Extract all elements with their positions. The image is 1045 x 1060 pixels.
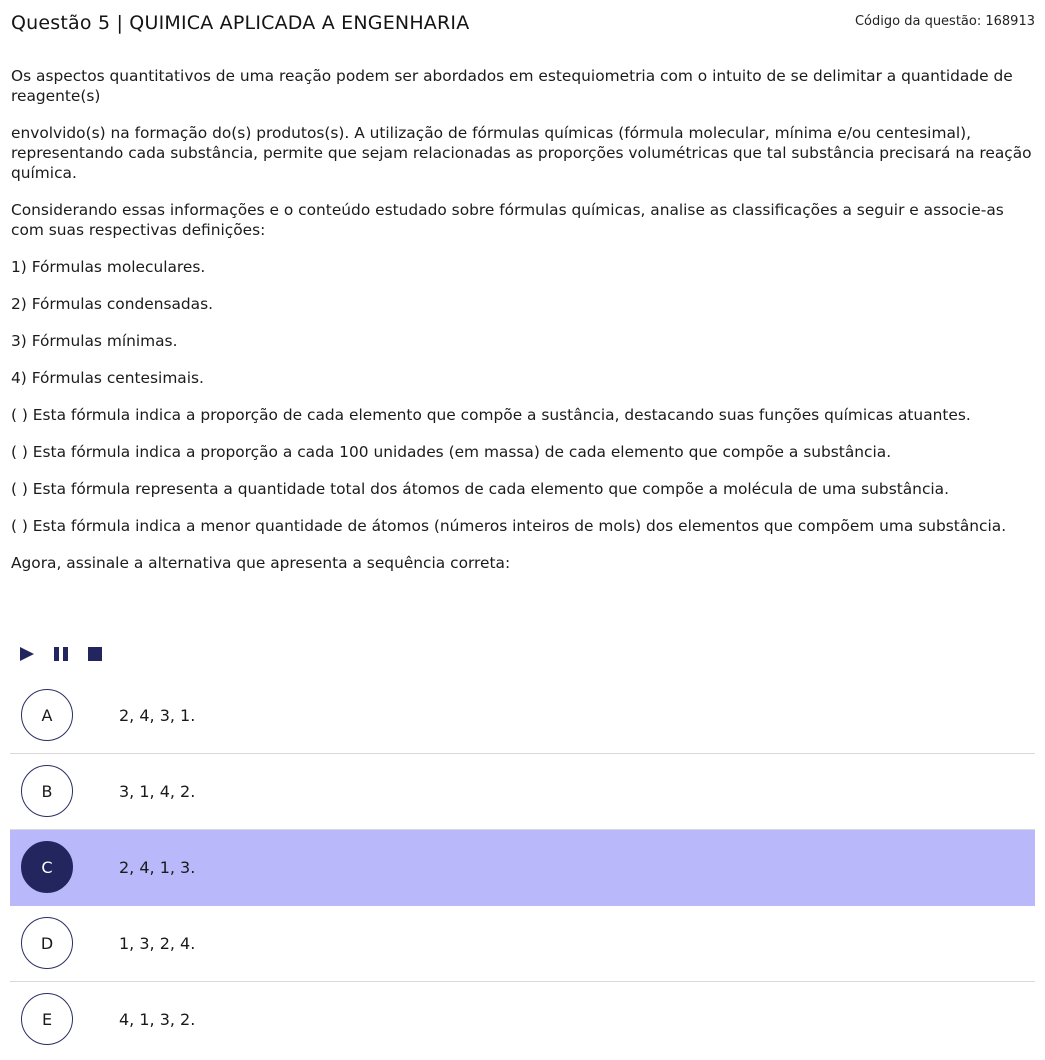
audio-player <box>20 644 102 664</box>
question-body <box>11 66 1035 590</box>
option-letter-badge[interactable]: C <box>21 841 73 893</box>
question-paragraph: envolvido(s) na formação do(s) produtos(s). A utilização de fórmulas químicas (fórmula molecular, mínima e/ou centesimal), representando cada substância, permite que sejam relacionadas as proporções volumétricas que tal substância precisará na reação química. <box>11 124 1032 182</box>
question-prompt: Agora, assinale a alternativa que apresenta a sequência correta: <box>11 554 511 572</box>
option-text[interactable]: 2, 4, 1, 3. <box>119 858 196 877</box>
definition-item: ( ) Esta fórmula representa a quantidade total dos átomos de cada elemento que compõe a molécula de uma substância. <box>11 480 950 498</box>
option-letter-badge[interactable]: D <box>21 917 73 969</box>
answer-options <box>10 678 1035 1058</box>
option-a[interactable] <box>10 678 1035 754</box>
pause-icon[interactable] <box>54 647 68 661</box>
option-e[interactable] <box>10 982 1035 1058</box>
classification-item: 1) Fórmulas moleculares. <box>11 258 206 276</box>
option-b[interactable] <box>10 754 1035 830</box>
classification-item: 4) Fórmulas centesimais. <box>11 369 204 387</box>
question-header <box>11 11 1035 37</box>
definition-item: ( ) Esta fórmula indica a proporção de cada elemento que compõe a sustância, destacando suas funções químicas atuantes. <box>11 406 971 424</box>
definition-item: ( ) Esta fórmula indica a menor quantidade de átomos (números inteiros de mols) dos elementos que compõem uma substância. <box>11 517 1007 535</box>
option-text[interactable]: 2, 4, 3, 1. <box>119 706 196 725</box>
option-text[interactable]: 3, 1, 4, 2. <box>119 782 196 801</box>
classification-item: 3) Fórmulas mínimas. <box>11 332 178 350</box>
option-letter-badge[interactable]: E <box>21 993 73 1045</box>
classification-item: 2) Fórmulas condensadas. <box>11 295 214 313</box>
option-text[interactable]: 1, 3, 2, 4. <box>119 934 196 953</box>
option-c[interactable] <box>10 830 1035 906</box>
play-icon[interactable] <box>20 647 34 661</box>
question-paragraph: Considerando essas informações e o conteúdo estudado sobre fórmulas químicas, analise as classificações a seguir e associe-as com suas respectivas definições: <box>11 201 1004 239</box>
definition-item: ( ) Esta fórmula indica a proporção a cada 100 unidades (em massa) de cada elemento que compõe a substância. <box>11 443 892 461</box>
option-text[interactable]: 4, 1, 3, 2. <box>119 1010 196 1029</box>
option-letter-badge[interactable]: B <box>21 765 73 817</box>
question-paragraph: Os aspectos quantitativos de uma reação podem ser abordados em estequiometria com o intuito de se delimitar a quantidade de reagente(s) <box>11 67 1013 105</box>
option-d[interactable] <box>10 906 1035 982</box>
stop-icon[interactable] <box>88 647 102 661</box>
question-title: Questão 5 | QUIMICA APLICADA A ENGENHARIA <box>11 12 470 34</box>
question-code: Código da questão: 168913 <box>854 14 1035 29</box>
option-letter-badge[interactable]: A <box>21 689 73 741</box>
